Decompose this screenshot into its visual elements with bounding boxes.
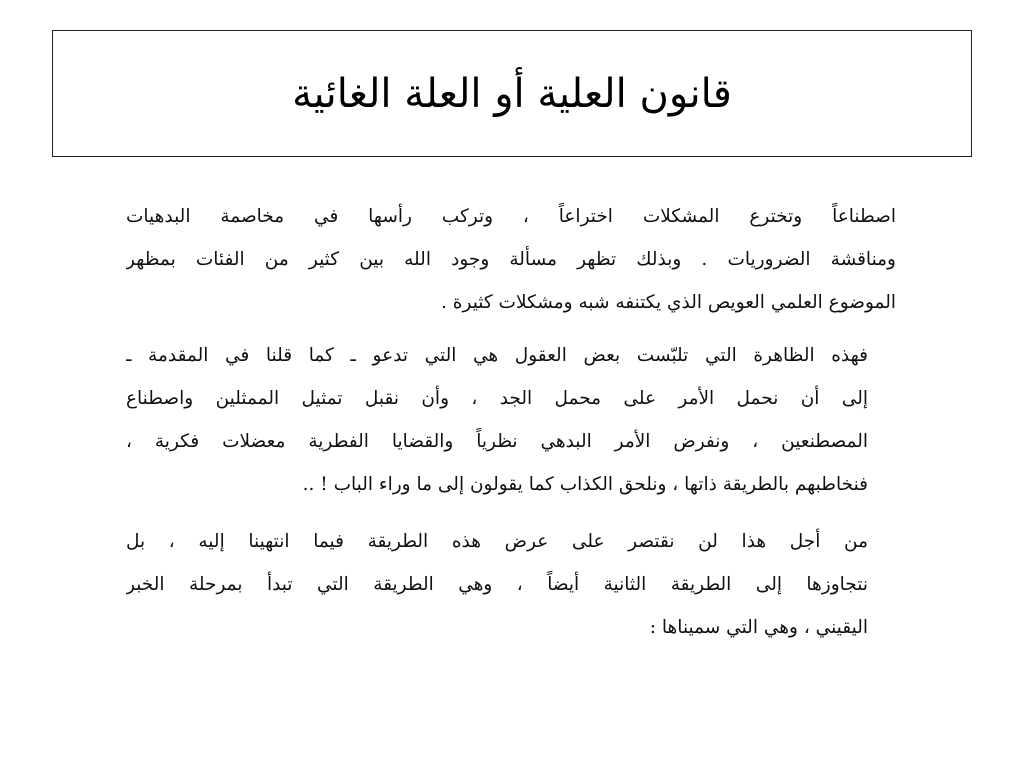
paragraph-1 (126, 195, 896, 324)
page-title: قانون العلية أو العلة الغائية (292, 70, 732, 117)
paragraph-line: اصطناعاً وتخترع المشكلات اختراعاً ، وتركب رأسها في مخاصمة البدهيات (126, 206, 896, 227)
paragraph-line: المصطنعين ، ونفرض الأمر البدهي نظرياً والقضايا الفطرية معضلات فكرية ، (126, 431, 868, 452)
paragraph-2 (126, 334, 896, 506)
paragraph-line: فنخاطبهم بالطريقة ذاتها ، ونلحق الكذاب كما يقولون إلى ما وراء الباب ! .. (302, 474, 868, 495)
paragraph-line: ومناقشة الضروريات . وبذلك تظهر مسألة وجود الله بين كثير من الفئات بمظهر (126, 249, 896, 270)
paragraph-line: نتجاوزها إلى الطريقة الثانية أيضاً ، وهي الطريقة التي تبدأ بمرحلة الخبر (126, 574, 868, 595)
paragraph-line: الموضوع العلمي العويص الذي يكتنفه شبه ومشكلات كثيرة . (441, 292, 896, 313)
title-box (52, 30, 972, 157)
paragraph-line: فهذه الظاهرة التي تلبّست بعض العقول هي التي تدعو ـ كما قلنا في المقدمة ـ (126, 345, 868, 366)
paragraph-line: إلى أن نحمل الأمر على محمل الجد ، وأن نقبل تمثيل الممثلين واصطناع (126, 388, 868, 409)
body-text (126, 195, 896, 649)
paragraph-line: من أجل هذا لن نقتصر على عرض هذه الطريقة فيما انتهينا إليه ، بل (126, 531, 868, 552)
paragraph-3 (126, 520, 896, 649)
paragraph-line: اليقيني ، وهي التي سميناها : (649, 617, 868, 638)
